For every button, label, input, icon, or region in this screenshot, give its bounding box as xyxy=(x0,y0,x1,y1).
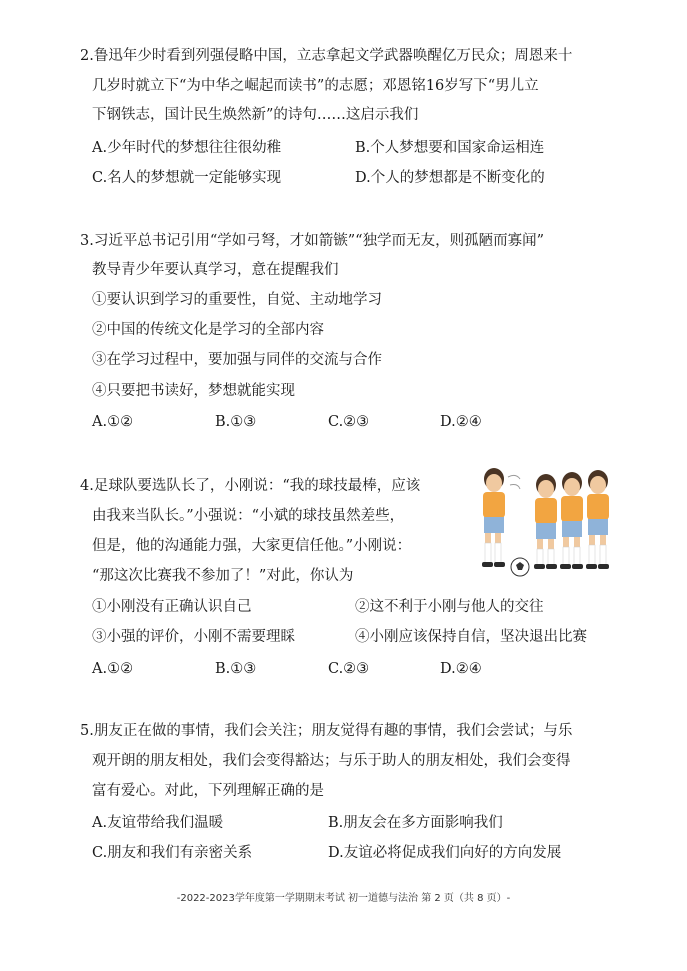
q4-option-a: A.①② xyxy=(92,661,134,677)
q4-item-1: ①小刚没有正确认识自己 xyxy=(92,599,252,615)
boy-2 xyxy=(534,474,557,569)
q3-stem-line-2: 教导青少年要认真学习，意在提醒我们 xyxy=(92,262,339,278)
q5-stem-line-1: 5.朋友正在做的事情，我们会关注；朋友觉得有趣的事情，我们会尝试；与乐 xyxy=(80,723,573,739)
q5-option-a: A.友谊带给我们温暖 xyxy=(92,815,224,831)
q3-stem-line-1: 3.习近平总书记引用“学如弓弩，才如箭镞”“独学而无友，则孤陋而寡闻” xyxy=(80,233,544,249)
q4-option-d: D.②④ xyxy=(440,661,482,677)
boy-1 xyxy=(482,468,505,567)
q5-stem-line-2: 观开朗的朋友相处，我们会变得豁达；与乐于助人的朋友相处，我们会变得 xyxy=(92,753,571,769)
q2-stem-line-1: 2.鲁迅年少时看到列强侵略中国，立志拿起文学武器唤醒亿万民众；周恩来十 xyxy=(80,48,573,64)
football-icon xyxy=(511,558,529,576)
q5-option-c: C.朋友和我们有亲密关系 xyxy=(92,845,253,861)
q4-stem-line-4: “那这次比赛我不参加了！”对此，你认为 xyxy=(92,568,354,584)
q5-option-d: D.友谊必将促成我们向好的方向发展 xyxy=(328,845,562,861)
q3-item-3: ③在学习过程中，要加强与同伴的交流与合作 xyxy=(92,352,382,368)
q2-option-a: A.少年时代的梦想往往很幼稚 xyxy=(92,140,282,156)
q2-option-c: C.名人的梦想就一定能够实现 xyxy=(92,170,282,186)
q5-option-b: B.朋友会在多方面影响我们 xyxy=(328,815,503,831)
q3-option-c: C.②③ xyxy=(328,414,370,430)
motion-lines xyxy=(508,475,520,489)
q5-stem-line-3: 富有爱心。对此，下列理解正确的是 xyxy=(92,783,324,799)
q4-stem-line-1: 4.足球队要选队长了，小刚说：“我的球技最棒，应该 xyxy=(80,478,421,494)
page-footer: -2022-2023学年度第一学期期末考试 初一道德与法治 第 2 页（共 8 页）- xyxy=(176,893,511,904)
q4-stem-line-2: 由我来当队长。”小强说：“小斌的球技虽然差些， xyxy=(92,508,405,524)
q4-option-c: C.②③ xyxy=(328,661,370,677)
q4-item-2: ②这不利于小刚与他人的交往 xyxy=(355,599,544,615)
q2-stem-line-2: 几岁时就立下“为中华之崛起而读书”的志愿；邓恩铭16岁写下“男儿立 xyxy=(92,78,539,94)
q3-item-4: ④只要把书读好，梦想就能实现 xyxy=(92,383,295,399)
q3-option-a: A.①② xyxy=(92,414,134,430)
q4-option-b: B.①③ xyxy=(215,661,257,677)
soccer-boys-illustration xyxy=(472,465,622,583)
boy-3 xyxy=(560,472,583,569)
boy-4 xyxy=(586,470,609,569)
q2-option-d: D.个人的梦想都是不断变化的 xyxy=(355,170,545,186)
q2-option-b: B.个人梦想要和国家命运相连 xyxy=(355,140,545,156)
q4-item-3: ③小强的评价，小刚不需要理睬 xyxy=(92,629,295,645)
q2-stem-line-3: 下钢铁志，国计民生焕然新”的诗句……这启示我们 xyxy=(92,107,419,123)
q3-item-2: ②中国的传统文化是学习的全部内容 xyxy=(92,322,324,338)
q4-stem-line-3: 但是，他的沟通能力强，大家更信任他。”小刚说： xyxy=(92,538,412,554)
q4-item-4: ④小刚应该保持自信，坚决退出比赛 xyxy=(355,629,587,645)
q3-item-1: ①要认识到学习的重要性，自觉、主动地学习 xyxy=(92,292,382,308)
q3-option-b: B.①③ xyxy=(215,414,257,430)
q3-option-d: D.②④ xyxy=(440,414,482,430)
